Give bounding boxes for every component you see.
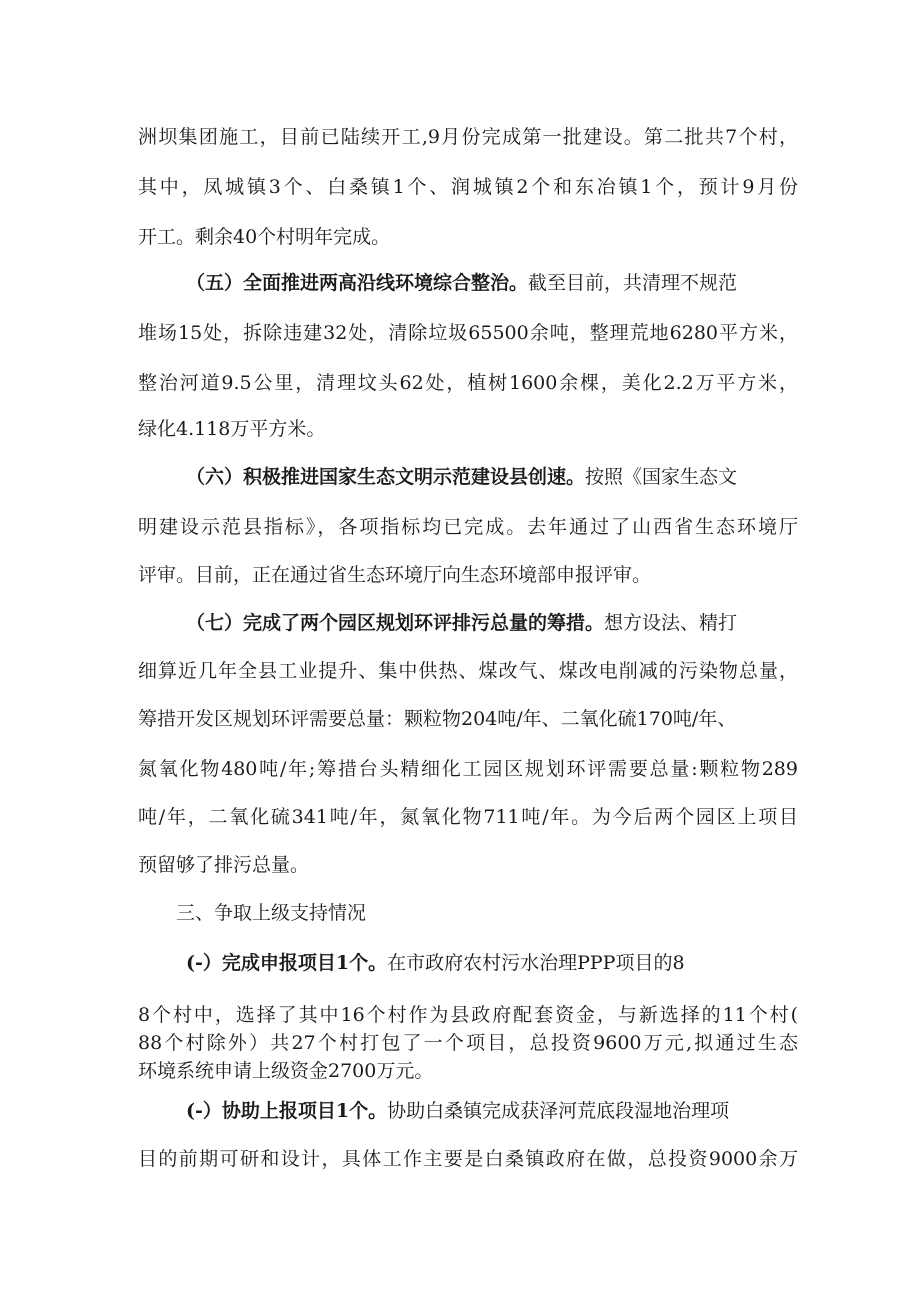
chapter-heading: 三、争取上级支持情况 (176, 902, 367, 924)
paragraph-text: 在市政府农村污水治理PPP项目的8 (387, 952, 685, 974)
paragraph-text: 截至目前，共清理不规范 (528, 272, 738, 294)
paragraph-section-7 (186, 608, 798, 638)
paragraph-text: 协助白桑镇完成获泽河荒底段湿地治理项 (387, 1100, 730, 1122)
paragraph-line: 评审。目前，正在通过省生态环境厅向生态环境部申报评审。 (138, 564, 652, 586)
paragraph-line: 开工。剩余40个村明年完成。 (138, 226, 391, 248)
paragraph-section-5 (186, 268, 798, 298)
paragraph-line: 环境系统申请上级资金2700万元。 (138, 1060, 434, 1082)
subsection-heading-2: (-）协助上报项目1个。 (186, 1100, 388, 1122)
paragraph-subsection-1 (186, 948, 798, 978)
paragraph-line: 预留够了排污总量。 (138, 854, 310, 876)
paragraph-line: 绿化4.118万平方米。 (138, 418, 326, 440)
section-heading-6: （六）积极推进国家生态文明示范建设县创速。 (186, 466, 586, 488)
paragraph-section-6 (186, 462, 798, 492)
subsection-heading-1: (-）完成申报项目1个。 (186, 952, 388, 974)
section-heading-5: （五）全面推进两高沿线环境综合整治。 (186, 272, 529, 294)
paragraph-subsection-2 (186, 1096, 798, 1126)
paragraph-line: 氮氧化物480吨/年;筹措台头精细化工园区规划环评需要总量:颗粒物289 (138, 758, 798, 780)
paragraph-line: 吨/年，二氧化硫341吨/年，氮氧化物711吨/年。为今后两个园区上项目 (138, 806, 798, 828)
paragraph-line: 细算近几年全县工业提升、集中供热、煤改气、煤改电削减的污染物总量， (138, 660, 798, 682)
paragraph-text: 想方设法、精打 (604, 612, 738, 634)
paragraph-line: 目的前期可研和设计，具体工作主要是白桑镇政府在做，总投资9000余万 (138, 1148, 798, 1170)
paragraph-line: 整治河道9.5公里，清理坟头62处，植树1600余棵，美化2.2万平方米， (138, 372, 798, 394)
paragraph-line: 堆场15处，拆除违建32处，清除垃圾65500余吨，整理荒地6280平方米， (138, 322, 798, 344)
paragraph-line: 88个村除外）共27个村打包了一个项目，总投资9600万元,拟通过生态 (138, 1032, 798, 1054)
section-heading-7: （七）完成了两个园区规划环评排污总量的筹措。 (186, 612, 605, 634)
paragraph-text: 按照《国家生态文 (585, 466, 738, 488)
paragraph-line: 洲坝集团施工，目前已陆续开工,9月份完成第一批建设。第二批共7个村， (138, 126, 798, 148)
paragraph-line: 8个村中，选择了其中16个村作为县政府配套资金，与新选择的11个村( (138, 1004, 798, 1026)
paragraph-line: 筹措开发区规划环评需要总量：颗粒物204吨/年、二氧化硫170吨/年、 (138, 708, 737, 730)
paragraph-line: 明建设示范县指标》，各项指标均已完成。去年通过了山西省生态环境厅 (138, 516, 798, 538)
paragraph-line: 其中，凤城镇3个、白桑镇1个、润城镇2个和东冶镇1个，预计9月份 (138, 176, 798, 198)
